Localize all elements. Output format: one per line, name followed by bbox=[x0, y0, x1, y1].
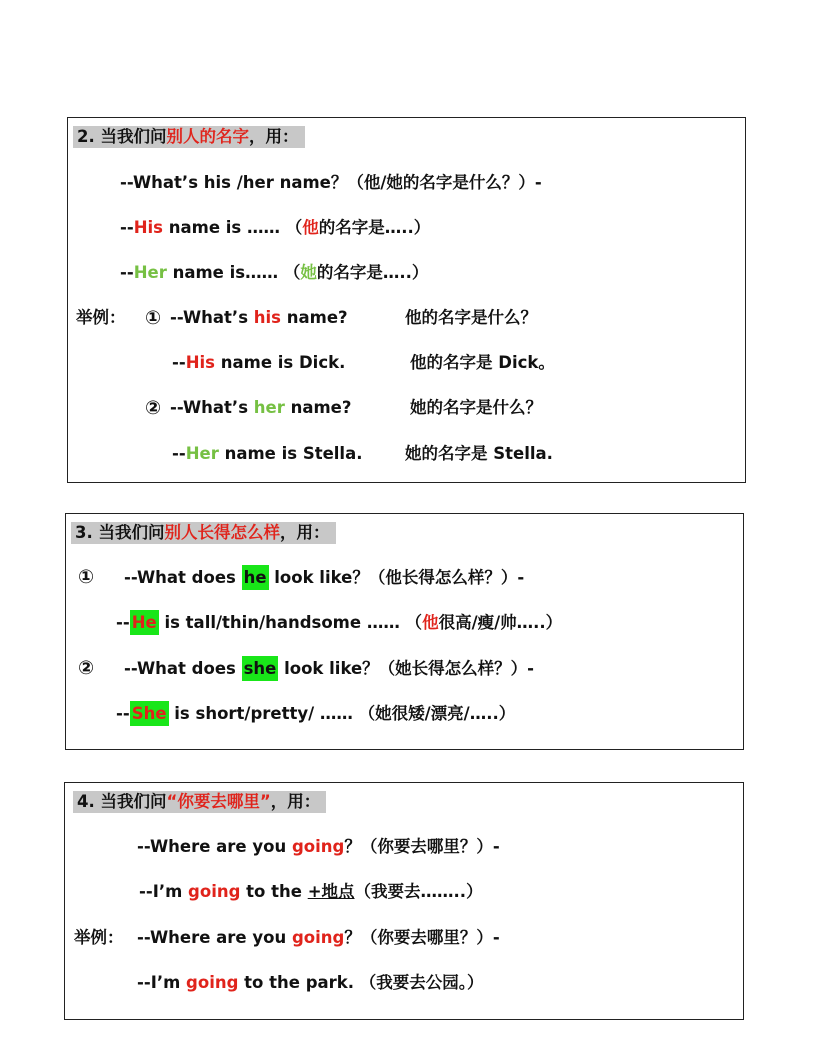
s2-ex1-question: --What’s his name? bbox=[170, 308, 348, 327]
s3-answer-2: -- She is short/pretty/ …… （她很矮/漂亮/…..） bbox=[116, 703, 515, 725]
s3-question-2: --What does she look like？（她长得怎么样？）- bbox=[124, 658, 534, 680]
s2-example-label: 举例： bbox=[76, 308, 126, 327]
s2-ex1-answer: --His name is Dick. bbox=[172, 353, 346, 372]
section-2-heading: 2. 当我们问别人的名字，用： bbox=[73, 126, 305, 148]
s2-ex2-question-cn: 她的名字是什么？ bbox=[410, 398, 542, 417]
s3-question-1: --What does he look like？（他长得怎么样？）- bbox=[124, 567, 524, 589]
s4-line-2: --I’m going to the +地点（我要去……..） bbox=[139, 882, 483, 901]
s2-ex2-circle: ② bbox=[145, 397, 162, 419]
s2-line-1: --What’s his /her name？（他/她的名字是什么？）- bbox=[120, 173, 542, 192]
s2-ex2-question: --What’s her name? bbox=[170, 398, 352, 417]
s2-line-3: --Her name is…… （她的名字是…..） bbox=[120, 263, 429, 282]
section-3-heading: 3. 当我们问别人长得怎么样，用： bbox=[71, 522, 336, 544]
s3-circle-1: ① bbox=[78, 566, 95, 588]
section-4-heading: 4. 当我们问“你要去哪里”，用： bbox=[73, 791, 326, 813]
s2-ex1-circle: ① bbox=[145, 307, 162, 329]
s3-answer-1: -- He is tall/thin/handsome …… （他很高/瘦/帅…..） bbox=[116, 612, 562, 634]
s4-example-label: 举例： bbox=[74, 928, 124, 947]
s2-ex1-question-cn: 他的名字是什么？ bbox=[405, 308, 537, 327]
s3-circle-2: ② bbox=[78, 657, 95, 679]
s2-ex2-answer-cn: 她的名字是 Stella. bbox=[405, 444, 553, 463]
s4-line-4: --I’m going to the park. （我要去公园。） bbox=[137, 973, 484, 992]
s2-ex1-answer-cn: 他的名字是 Dick。 bbox=[410, 353, 555, 372]
s2-line-2: --His name is …… （他的名字是…..） bbox=[120, 218, 431, 237]
s2-ex2-answer: --Her name is Stella. bbox=[172, 444, 363, 463]
s4-line-1: --Where are you going？（你要去哪里？）- bbox=[137, 837, 500, 856]
s4-line-3: --Where are you going？（你要去哪里？）- bbox=[137, 928, 500, 947]
